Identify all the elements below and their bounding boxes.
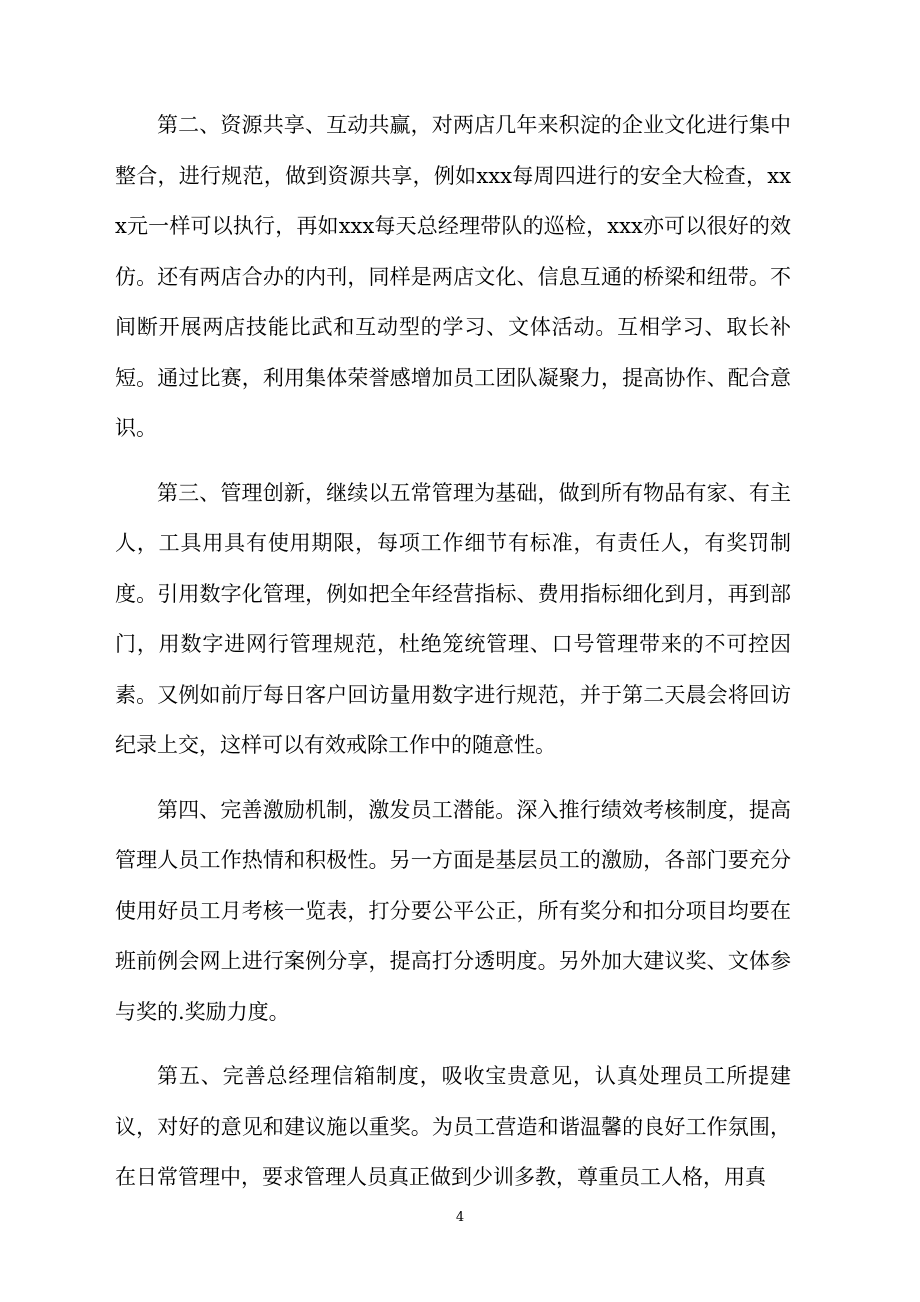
paragraph-5: 第五、完善总经理信箱制度，吸收宝贵意见，认真处理员工所提建议，对好的意见和建议施以重奖。为员工营造和谐温馨的良好工作氛围，在日常管理中，要求管理人员真正做到少训多教，尊重员工人格，用真 <box>115 1064 791 1189</box>
page-number: 4 <box>455 1210 465 1225</box>
paragraph-4: 第四、完善激励机制，激发员工潜能。深入推行绩效考核制度，提高管理人员工作热情和积极性。另一方面是基层员工的激励，各部门要充分使用好员工月考核一览表，打分要公平公正，所有奖分和扣分项目均要在班前例会网上进行案例分享，提高打分透明度。另外加大建议奖、文体参与奖的.奖励力度。 <box>115 797 791 1024</box>
paragraph-3: 第三、管理创新，继续以五常管理为基础，做到所有物品有家、有主人，工具用具有使用期限，每项工作细节有标准，有责任人，有奖罚制度。引用数字化管理，例如把全年经营指标、费用指标细化到月，再到部门，用数字进网行管理规范，杜绝笼统管理、口号管理带来的不可控因素。又例如前厅每日客户回访量用数字进行规范，并于第二天晨会将回访纪录上交，这样可以有效戒除工作中的随意性。 <box>115 480 791 757</box>
document-body <box>115 100 791 1217</box>
paragraph-2: 第二、资源共享、互动共赢，对两店几年来积淀的企业文化进行集中整合，进行规范，做到资源共享，例如xxx每周四进行的安全大检查，xxx元一样可以执行，再如xxx每天总经理带队的巡检，xxx亦可以很好的效仿。还有两店合办的内刊，同样是两店文化、信息互通的桥梁和纽带。不间断开展两店技能比武和互动型的学习、文体活动。互相学习、取长补短。通过比赛，利用集体荣誉感增加员工团队凝聚力，提高协作、配合意识。 <box>115 113 791 440</box>
